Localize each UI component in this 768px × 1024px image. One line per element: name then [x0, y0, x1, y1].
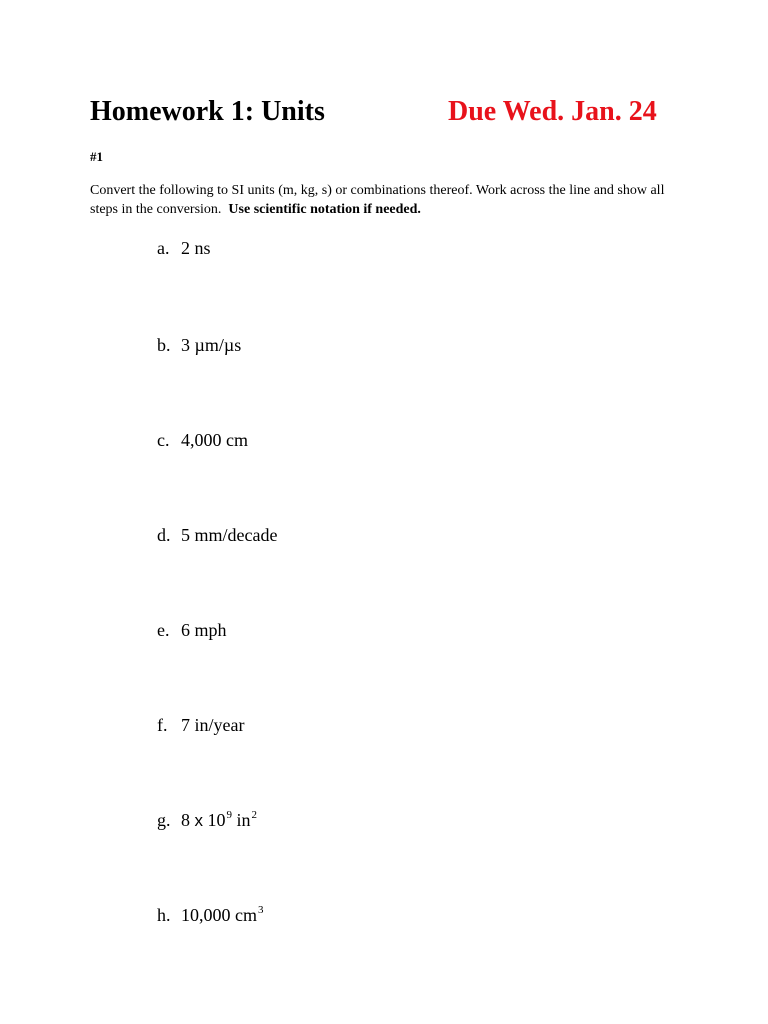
list-item-h — [157, 904, 264, 929]
item-coefficient: 8 — [181, 810, 190, 830]
item-letter: h. — [157, 905, 171, 925]
item-text: 3 µm/µs — [181, 335, 242, 355]
item-text: 5 mm/decade — [181, 525, 278, 545]
item-letter: c. — [157, 430, 170, 450]
item-letter: e. — [157, 620, 170, 640]
conversion-list — [157, 0, 657, 1024]
item-base: 10 — [207, 810, 226, 830]
instructions-emphasis: Use scientific notation if needed. — [228, 201, 421, 217]
item-unit-exponent: 3 — [258, 904, 264, 916]
item-letter: g. — [157, 810, 171, 830]
item-text: 10,000 cm — [181, 905, 257, 925]
page-title: Homework 1: Units — [90, 96, 325, 127]
item-exponent: 9 — [226, 809, 232, 821]
list-item-c — [157, 429, 248, 451]
due-date: Due Wed. Jan. 24 — [448, 96, 657, 127]
item-text: 6 mph — [181, 620, 227, 640]
list-item-b — [157, 334, 241, 356]
problem-number: #1 — [90, 149, 103, 164]
list-item-g — [157, 809, 257, 834]
item-text: 2 ns — [181, 238, 211, 258]
list-item-d — [157, 524, 277, 546]
item-unit-exponent: 2 — [251, 809, 258, 821]
item-letter: b. — [157, 335, 171, 355]
instructions-text: Convert the following to SI units (m, kg, s) or combinations thereof. Work across the line and show all steps in the conversion. — [90, 183, 665, 217]
item-text: 4,000 cm — [181, 430, 248, 450]
list-item-f — [157, 714, 244, 736]
list-item-a — [157, 237, 211, 259]
times-sign: x — [194, 811, 203, 830]
item-text: 7 in/year — [181, 715, 245, 735]
list-item-e — [157, 619, 227, 641]
item-letter: a. — [157, 238, 170, 258]
item-letter: d. — [157, 525, 171, 545]
item-unit: in — [236, 810, 251, 830]
item-letter: f. — [157, 715, 168, 735]
